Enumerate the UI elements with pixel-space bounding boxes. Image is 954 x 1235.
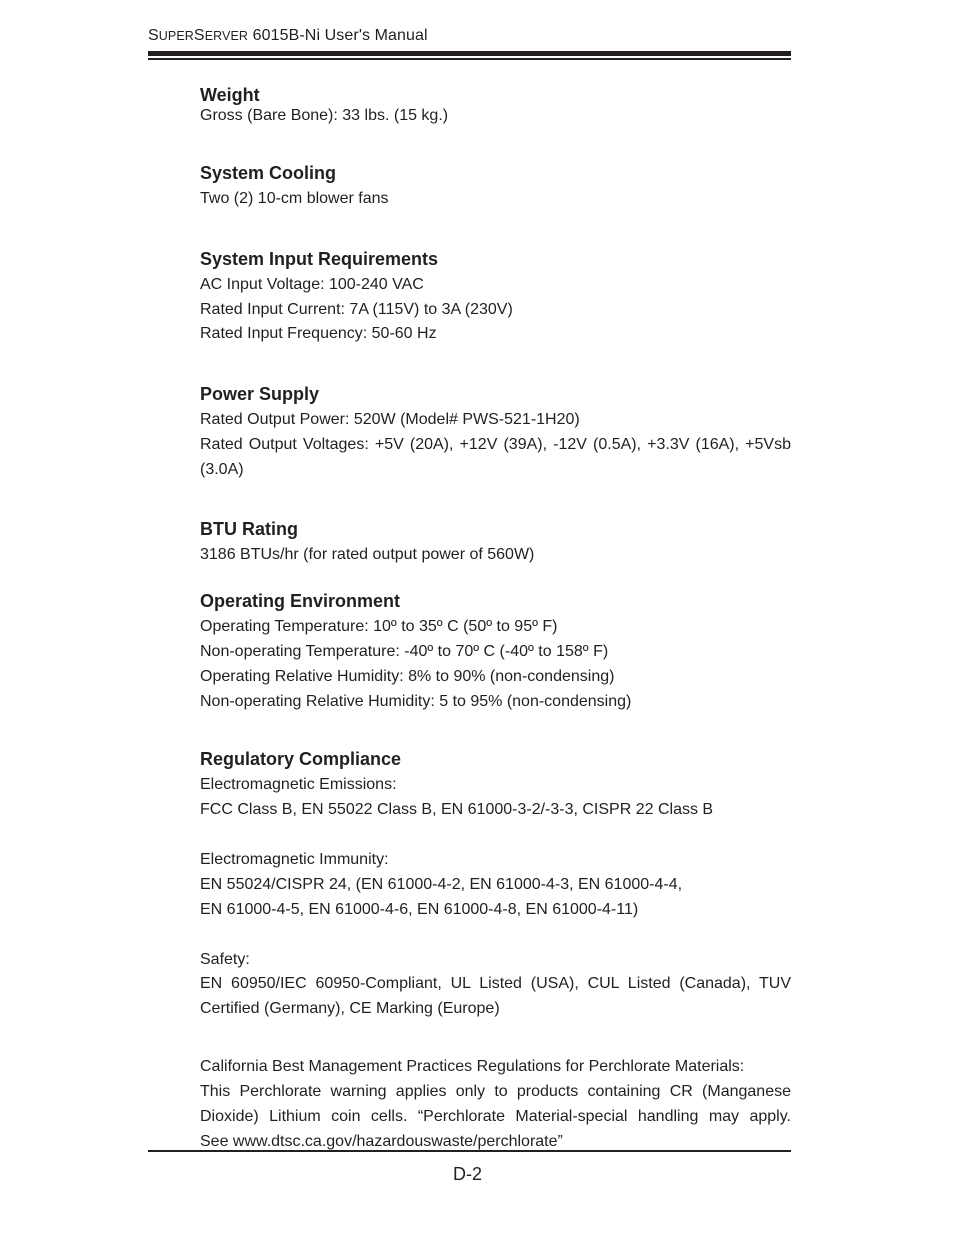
btu-heading: BTU Rating: [200, 519, 298, 539]
regulatory-line: EN 61000-4-5, EN 61000-4-6, EN 61000-4-8, EN 61000-4-11): [200, 901, 639, 918]
regulatory-line: Dioxide) Lithium coin cells. “Perchlorate Material-special handling may apply.: [200, 1108, 791, 1125]
weight-line: Gross (Bare Bone): 33 lbs. (15 kg.): [200, 107, 449, 124]
footer-rule: [148, 1150, 791, 1152]
input-line: AC Input Voltage: 100-240 VAC: [200, 276, 424, 293]
btu-line: 3186 BTUs/hr (for rated output power of 560W): [200, 546, 535, 563]
regulatory-line: Electromagnetic Emissions:: [200, 776, 397, 793]
input-line: Rated Input Frequency: 50-60 Hz: [200, 325, 437, 342]
running-header: [148, 27, 428, 45]
header-rule-thin: [148, 58, 791, 60]
header-s2: S: [193, 27, 205, 44]
regulatory-line: Safety:: [200, 951, 250, 968]
environment-line: Non-operating Relative Humidity: 5 to 95% (non-condensing): [200, 693, 632, 710]
regulatory-line: See www.dtsc.ca.gov/hazardouswaste/perchlorate”: [200, 1133, 563, 1150]
power-line: (3.0A): [200, 461, 244, 478]
input-line: Rated Input Current: 7A (115V) to 3A (230V): [200, 301, 513, 318]
header-rule-thick: [148, 51, 791, 56]
header-s1: S: [148, 27, 159, 44]
header-uper: UPER: [158, 29, 194, 43]
cooling-line: Two (2) 10-cm blower fans: [200, 190, 389, 207]
header-erver: ERVER: [204, 29, 249, 43]
page-number: D-2: [453, 1164, 483, 1184]
power-heading: Power Supply: [200, 384, 320, 404]
regulatory-line: Certified (Germany), CE Marking (Europe): [200, 1000, 500, 1017]
weight-heading: Weight: [200, 85, 260, 105]
power-line: Rated Output Voltages: +5V (20A), +12V (39A), -12V (0.5A), +3.3V (16A), +5Vsb: [200, 436, 791, 453]
regulatory-line: FCC Class B, EN 55022 Class B, EN 61000-3-2/-3-3, CISPR 22 Class B: [200, 801, 714, 818]
environment-line: Operating Relative Humidity: 8% to 90% (non-condensing): [200, 668, 615, 685]
environment-line: Non-operating Temperature: -40º to 70º C (-40º to 158º F): [200, 643, 609, 660]
environment-line: Operating Temperature: 10º to 35º C (50º to 95º F): [200, 618, 558, 635]
regulatory-line: EN 55024/CISPR 24, (EN 61000-4-2, EN 61000-4-3, EN 61000-4-4,: [200, 876, 683, 893]
input-heading: System Input Requirements: [200, 249, 439, 269]
cooling-heading: System Cooling: [200, 163, 337, 183]
regulatory-heading: Regulatory Compliance: [200, 749, 402, 769]
power-line: Rated Output Power: 520W (Model# PWS-521-1H20): [200, 411, 580, 428]
environment-heading: Operating Environment: [200, 591, 401, 611]
regulatory-line: EN 60950/IEC 60950-Compliant, UL Listed (USA), CUL Listed (Canada), TUV: [200, 975, 791, 992]
regulatory-line: This Perchlorate warning applies only to products containing CR (Manganese: [200, 1083, 791, 1100]
header-model: 6015B-Ni User's Manual: [248, 27, 428, 44]
regulatory-line: Electromagnetic Immunity:: [200, 851, 389, 868]
regulatory-line: California Best Management Practices Regulations for Perchlorate Materials:: [200, 1058, 745, 1075]
